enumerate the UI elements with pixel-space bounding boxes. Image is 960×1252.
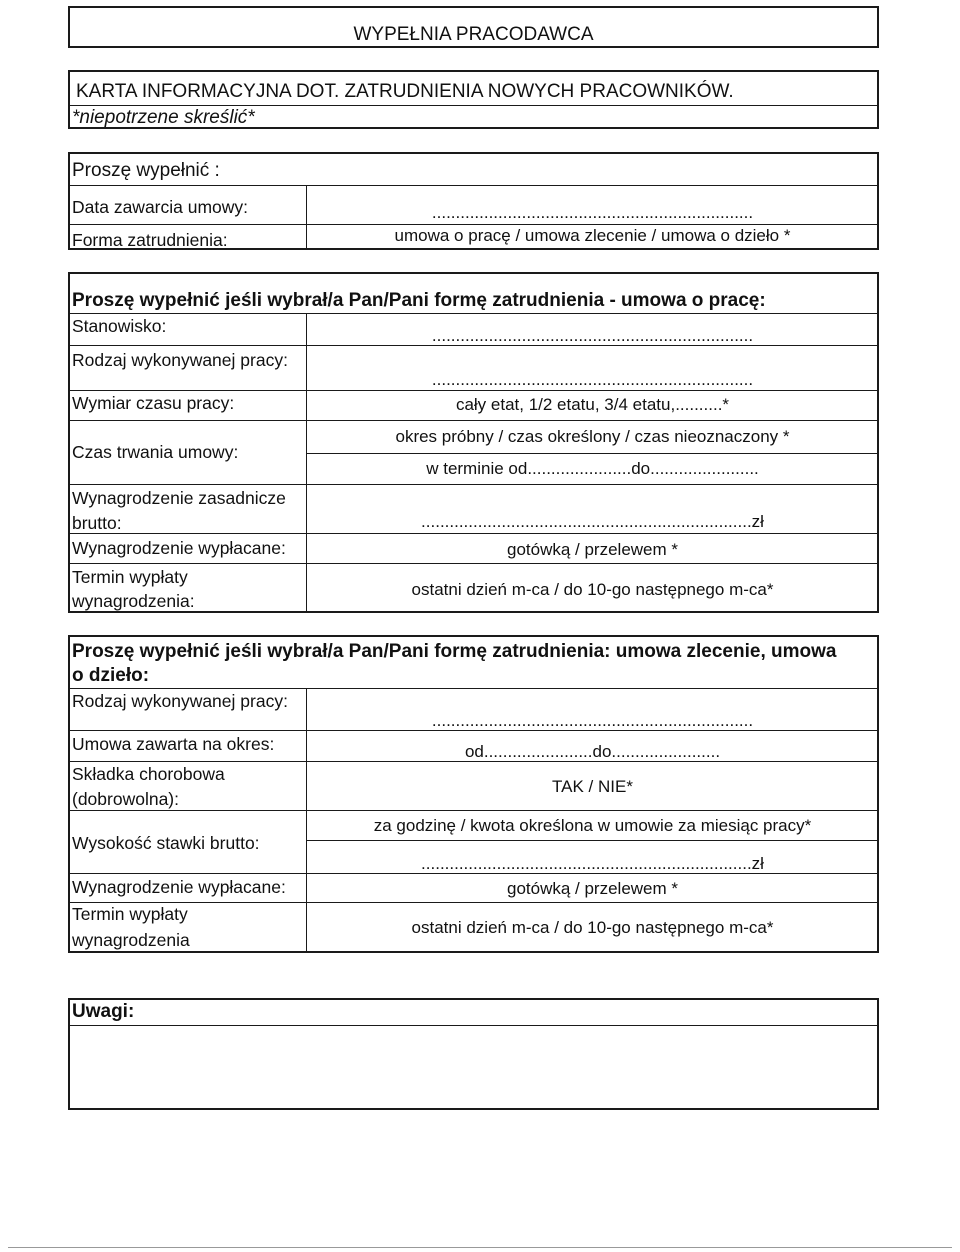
contract-period-label: Umowa zawarta na okres: xyxy=(72,734,275,754)
working-time-value[interactable]: cały etat, 1/2 etatu, 3/4 etatu,..........* xyxy=(455,395,730,414)
task-type-label: Rodzaj wykonywanej pracy: xyxy=(72,691,288,711)
base-salary-value[interactable]: ......................................................................zł xyxy=(421,512,764,531)
remarks-box[interactable] xyxy=(68,998,879,1110)
section3-heading-line1: Proszę wypełnić jeśli wybrał/a Pan/Pani formę zatrudnienia: umowa zlecenie, umowa xyxy=(72,641,837,662)
contract-date-label: Data zawarcia umowy: xyxy=(72,197,249,217)
working-time-label: Wymiar czasu pracy: xyxy=(72,393,235,413)
header-title: WYPEŁNIA PRACODAWCA xyxy=(353,24,594,45)
task-payment-date-label-line2: wynagrodzenia xyxy=(72,930,190,950)
task-type-value[interactable]: .................................................................... xyxy=(431,711,754,730)
section1-heading: Proszę wypełnić : xyxy=(72,160,220,181)
payment-date-label-line1: Termin wypłaty xyxy=(72,567,188,587)
gross-rate-amount[interactable]: ......................................................................zł xyxy=(421,854,764,873)
payment-date-value[interactable]: ostatni dzień m-ca / do 10-go następnego m-ca* xyxy=(411,580,774,599)
salary-payment-value[interactable]: gotówką / przelewem * xyxy=(506,540,679,559)
sickness-contribution-label-line1: Składka chorobowa xyxy=(72,764,225,784)
contract-duration-dates[interactable]: w terminie od......................do....................... xyxy=(426,459,759,478)
task-salary-payment-label: Wynagrodzenie wypłacane: xyxy=(72,877,286,897)
section3-heading-line2: o dzieło: xyxy=(72,665,150,686)
contract-date-value[interactable]: .................................................................... xyxy=(431,203,754,222)
base-salary-label-line2: brutto: xyxy=(72,513,122,533)
contract-period-value[interactable]: od.......................do....................... xyxy=(464,742,721,761)
work-type-label: Rodzaj wykonywanej pracy: xyxy=(72,350,288,370)
base-salary-label-line1: Wynagrodzenie zasadnicze xyxy=(72,488,286,508)
task-payment-date-value[interactable]: ostatni dzień m-ca / do 10-go następnego m-ca* xyxy=(411,918,774,937)
contract-duration-label: Czas trwania umowy: xyxy=(72,442,239,462)
gross-rate-type[interactable]: za godzinę / kwota określona w umowie za miesiąc pracy* xyxy=(373,816,812,835)
salary-payment-label: Wynagrodzenie wypłacane: xyxy=(72,538,286,558)
position-label: Stanowisko: xyxy=(72,316,167,336)
sickness-contribution-label-line2: (dobrowolna): xyxy=(72,789,179,809)
task-salary-payment-value[interactable]: gotówką / przelewem * xyxy=(506,879,679,898)
remarks-heading: Uwagi: xyxy=(72,1001,135,1022)
card-title: KARTA INFORMACYJNA DOT. ZATRUDNIENIA NOWYCH PRACOWNIKÓW. xyxy=(76,81,734,102)
card-note: *niepotrzene skreślić* xyxy=(72,107,255,128)
gross-rate-label: Wysokość stawki brutto: xyxy=(72,833,260,853)
work-type-value[interactable]: .................................................................... xyxy=(431,370,754,389)
section2-heading: Proszę wypełnić jeśli wybrał/a Pan/Pani formę zatrudnienia - umowa o pracę: xyxy=(72,290,766,311)
position-value[interactable]: .................................................................... xyxy=(431,326,754,345)
contract-duration-type[interactable]: okres próbny / czas określony / czas nieoznaczony * xyxy=(395,427,790,446)
page-bottom-rule xyxy=(8,1247,952,1248)
task-payment-date-label-line1: Termin wypłaty xyxy=(72,904,188,924)
sickness-contribution-value[interactable]: TAK / NIE* xyxy=(552,777,633,796)
employment-form-label: Forma zatrudnienia: xyxy=(72,230,228,250)
employment-form-value[interactable]: umowa o pracę / umowa zlecenie / umowa o dzieło * xyxy=(394,226,791,245)
payment-date-label-line2: wynagrodzenia: xyxy=(72,591,195,611)
